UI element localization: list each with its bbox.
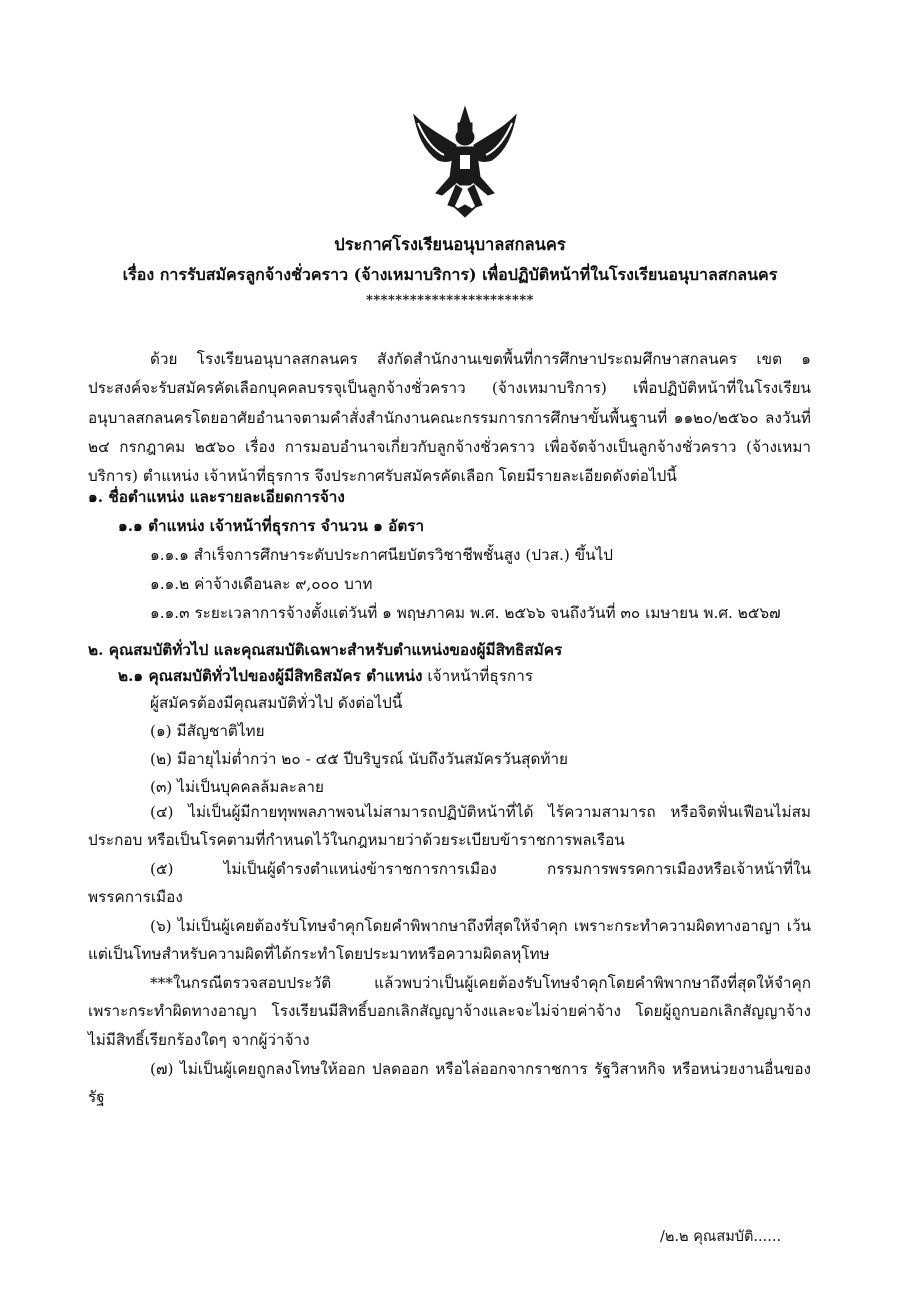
section1-item-3: ๑.๑.๓ ระยะเวลาการจ้างตั้งแต่วันที่ ๑ พฤษภาคม พ.ศ. ๒๕๖๖ จนถึงวันที่ ๓๐ เมษายน พ.ศ. ๒๕๖๗ <box>150 604 781 622</box>
section2-sub-normal: เจ้าหน้าที่ธุรการ <box>427 667 534 685</box>
intro-paragraph <box>88 345 811 491</box>
section2-sub-bold: ๒.๑ คุณสมบัติทั่วไปของผู้มีสิทธิสมัคร ตำแหน่ง <box>118 667 423 685</box>
section2-sub <box>118 663 533 688</box>
qualification-7-text: (๗) ไม่เป็นผู้เคยถูกลงโทษให้ออก ปลดออก หรือไล่ออกจากราชการ รัฐวิสาหกิจ หรือหน่วยงานอื่นของรัฐ <box>88 1060 811 1107</box>
section1-sub: ๑.๑ ตำแหน่ง เจ้าหน้าที่ธุรการ จำนวน ๑ อัตรา <box>118 517 425 535</box>
qualification-4 <box>88 798 811 855</box>
section2-heading: ๒. คุณสมบัติทั่วไป และคุณสมบัติเฉพาะสำหรับตำแหน่งของผู้มีสิทธิสมัคร <box>88 641 563 659</box>
qualification-1: (๑) มีสัญชาติไทย <box>150 722 265 740</box>
title-divider: *********************** <box>366 293 534 308</box>
qualification-4-text: (๔) ไม่เป็นผู้มีกายทุพพลภาพจนไม่สามารถปฏิบัติหน้าที่ได้ ไร้ความสามารถ หรือจิตฟั่นเฟือนไม่สมประกอบ หรือเป็นโรคตามที่กำหนดไว้ในกฎหมายว่าด้วยระเบียบข้าราชการพลเรือน <box>88 803 811 850</box>
criminal-record-note <box>88 969 811 1054</box>
section1-item-1: ๑.๑.๑ สำเร็จการศึกษาระดับประกาศนียบัตรวิชาชีพชั้นสูง (ปวส.) ขึ้นไป <box>150 546 613 564</box>
intro-text: ด้วย โรงเรียนอนุบาลสกลนคร สังกัดสำนักงานเขตพื้นที่การศึกษาประถมศึกษาสกลนคร เขต ๑ ประสงค์จะรับสมัครคัดเลือกบุคคลบรรจุเป็นลูกจ้างชั่วคราว (จ้างเหมาบริการ) เพื่อปฏิบัติหน้าที่ในโรงเรียนอนุบาลสกลนครโดยอาศัยอำนาจตามคำสั่งสำนักงานคณะกรรมการการศึกษาขั้นพื้นฐานที่ ๑๑๒๐/๒๕๖๐ ลงวันที่ ๒๔ กรกฎาคม ๒๕๖๐ เรื่อง การมอบอำนาจเกี่ยวกับลูกจ้างชั่วคราว เพื่อจัดจ้างเป็นลูกจ้างชั่วคราว (จ้างเหมาบริการ) ตำแหน่ง เจ้าหน้าที่ธุรการ จึงประกาศรับสมัครคัดเลือก โดยมีรายละเอียดดังต่อไปนี้ <box>88 350 811 486</box>
qualification-5-text: (๕) ไม่เป็นผู้ดำรงตำแหน่งข้าราชการการเมือง กรรมการพรรคการเมืองหรือเจ้าหน้าที่ในพรรคการเมือง <box>88 860 811 907</box>
garuda-emblem <box>410 105 520 220</box>
announcement-title: ประกาศโรงเรียนอนุบาลสกลนคร <box>334 235 566 254</box>
qualification-lead: ผู้สมัครต้องมีคุณสมบัติทั่วไป ดังต่อไปนี้ <box>150 694 403 712</box>
section1-heading: ๑. ชื่อตำแหน่ง และรายละเอียดการจ้าง <box>88 488 345 506</box>
criminal-record-note-text: ***ในกรณีตรวจสอบประวัติ แล้วพบว่าเป็นผู้เคยต้องรับโทษจำคุกโดยคำพิพากษาถึงที่สุดให้จำคุกเพราะกระทำผิดทางอาญา โรงเรียนมีสิทธิ์บอกเลิกสัญญาจ้างและจะไม่จ่ายค่าจ้าง โดยผู้ถูกบอกเลิกสัญญาจ้างไม่มีสิทธิ์เรียกร้องใดๆ จากผู้ว่าจ้าง <box>88 974 811 1049</box>
qualification-6 <box>88 912 811 969</box>
section1-item-2: ๑.๑.๒ ค่าจ้างเดือนละ ๙,๐๐๐ บาท <box>150 575 373 593</box>
qualification-6-text: (๖) ไม่เป็นผู้เคยต้องรับโทษจำคุกโดยคำพิพากษาถึงที่สุดให้จำคุก เพราะกระทำความผิดทางอาญา เว้นแต่เป็นโทษสำหรับความผิดที่ได้กระทำโดยประมาทหรือความผิดลหุโทษ <box>88 917 811 964</box>
qualification-2: (๒) มีอายุไม่ต่ำกว่า ๒๐ - ๔๕ ปีบริบูรณ์ นับถึงวันสมัครวันสุดท้าย <box>150 750 569 768</box>
continued-marker: /๒.๒ คุณสมบัติ...... <box>660 1229 782 1245</box>
qualification-7 <box>88 1055 811 1112</box>
qualification-5 <box>88 855 811 912</box>
qualification-3: (๓) ไม่เป็นบุคคลล้มละลาย <box>150 778 324 796</box>
announcement-subject: เรื่อง การรับสมัครลูกจ้างชั่วคราว (จ้างเหมาบริการ) เพื่อปฏิบัติหน้าที่ในโรงเรียนอนุบาลสกลนคร <box>122 265 778 284</box>
